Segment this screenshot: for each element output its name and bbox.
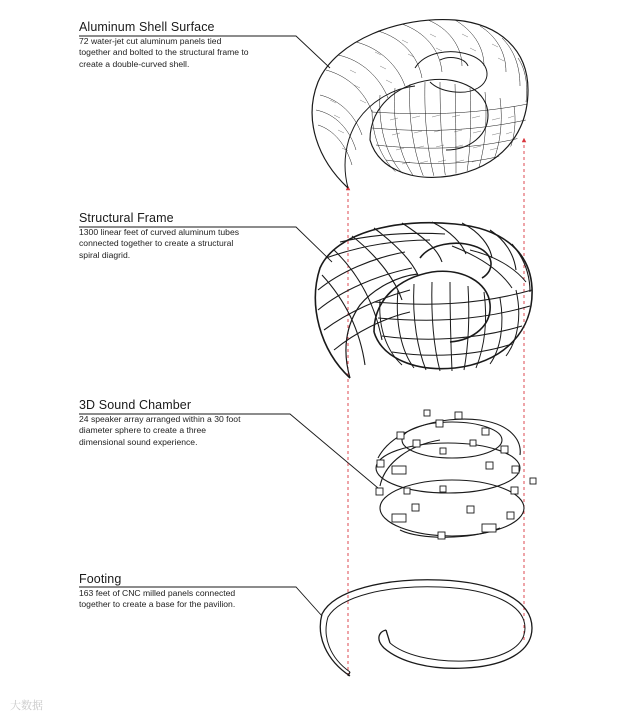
watermark: 大数据 [10, 700, 43, 712]
label-aluminum-shell [79, 20, 249, 70]
speakers [376, 410, 536, 539]
sound-chamber-drawing [376, 410, 536, 539]
label-description: 1300 linear feet of curved aluminum tubes connected together to create a structural spiral diagrid. [79, 227, 240, 260]
label-sound-chamber [79, 398, 249, 448]
label-description: 72 water-jet cut aluminum panels tied together and bolted to the structural frame to create a double-curved shell. [79, 36, 249, 69]
label-description: 24 speaker array arranged within a 30 foot diameter sphere to create a three dimensional sound experience. [79, 414, 241, 447]
label-title: Footing [79, 572, 122, 586]
leader-lines [79, 36, 378, 616]
structural-frame-drawing [315, 222, 532, 378]
label-description: 163 feet of CNC milled panels connected together to create a base for the pavilion. [79, 588, 236, 610]
label-title: Structural Frame [79, 211, 174, 225]
label-footing [79, 572, 249, 611]
label-title: 3D Sound Chamber [79, 398, 192, 412]
label-title: Aluminum Shell Surface [79, 20, 215, 34]
shell-surface-drawing [312, 20, 528, 188]
alignment-lines [348, 140, 524, 676]
label-structural-frame [79, 211, 249, 261]
footing-drawing [320, 580, 532, 676]
